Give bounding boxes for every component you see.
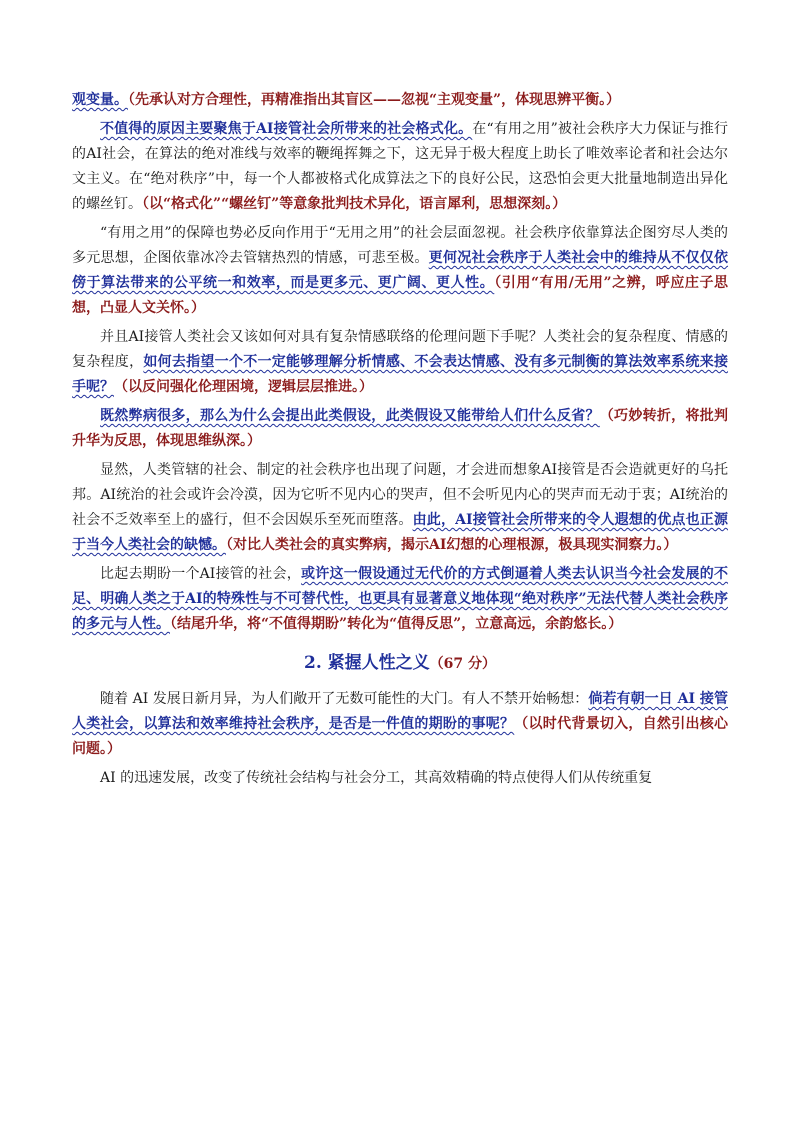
body-text: “有用之用”的保障也势必反向作用于“无用之用”的社会层面忽视。社会秩序依靠算法企图穷尽人类的多元思想，企图依靠冰冷去管辖热烈的情感，可悲至极。 [72, 225, 728, 266]
annotation-comment: （引用“有用/无用”之辨，呼应庄子思想，凸显人文关怀。） [72, 275, 729, 316]
essay-paragraph [72, 221, 728, 321]
essay-paragraph [72, 117, 728, 217]
key-sentence: 由此，AI接管社会所带来的令人遐想的优点也正源于当今人类社会的缺憾。 [72, 512, 728, 553]
essay-two-score: （67 分） [429, 656, 497, 672]
essay-paragraph [72, 404, 728, 454]
annotation-comment: （结尾升华，将“不值得期盼”转化为“值得反思”，立意高远，余韵悠长。） [170, 616, 623, 632]
body-text: 并且AI接管人类社会又该如何对具有复杂情感联络的伦理问题下手呢？人类社会的复杂程度、情感的复杂程度， [72, 329, 728, 370]
body-text: 比起去期盼一个AI接管的社会， [100, 566, 302, 582]
key-sentence: 更何况社会秩序于人类社会中的维持从不仅仅依傍于算法带来的公平统一和效率，而是更多元、更广阔、更人性。 [72, 250, 729, 291]
essay-two-title: 2. 紧握人性之义 [303, 653, 430, 673]
essay-paragraph [72, 88, 728, 113]
essay-paragraph [72, 458, 728, 558]
essay-paragraph [72, 562, 728, 637]
essay-two-heading [72, 651, 728, 677]
document-page [72, 88, 728, 795]
essay-one-body [72, 88, 728, 637]
body-text: 随着 AI 发展日新月异，为人们敞开了无数可能性的大门。有人不禁开始畅想： [100, 691, 589, 707]
essay-paragraph [72, 766, 728, 791]
key-sentence: 如何去指望一个不一定能够理解分析情感、不会表达情感、没有多元制衡的算法效率系统来接手呢？ [72, 354, 729, 395]
body-text: 在“有用之用”被社会秩序大力保证与推行的AI社会，在算法的绝对准线与效率的鞭绳挥舞之下，这无异于极大程度上助长了唯效率论者和社会达尔文主义。在“绝对秩序”中，每一个人都被格式化成算法之下的良好公民，这恐怕会更大批量地制造出异化的螺丝钉。 [72, 121, 728, 212]
body-text: 显然，人类管辖的社会、制定的社会秩序也出现了问题，才会进而想象AI接管是否会造就更好的乌托邦。AI统治的社会或许会冷漠，因为它听不见内心的哭声，但不会听见内心的哭声而无动于衷；AI统治的社会不乏效率至上的盛行，但不会因娱乐至死而堕落。 [72, 462, 728, 528]
key-sentence: 既然弊病很多，那么为什么会提出此类假设，此类假设又能带给人们什么反省？ [100, 408, 600, 424]
essay-paragraph [72, 687, 728, 762]
essay-two-body [72, 687, 728, 791]
key-sentence: 倘若有朝一日 AI 接管人类社会，以算法和效率维持社会秩序，是否是一件值的期盼的事呢？ [72, 691, 728, 732]
key-sentence: 观变量。 [72, 92, 128, 108]
annotation-comment: （以“格式化”“螺丝钉”等意象批判技术异化，语言犀利，思想深刻。） [142, 196, 567, 212]
annotation-comment: （对比人类社会的真实弊病，揭示AI幻想的心理根源，极具现实洞察力。） [226, 537, 678, 553]
key-sentence: 不值得的原因主要聚焦于AI接管社会所带来的社会格式化。 [100, 121, 473, 137]
annotation-comment: （以时代背景切入，自然引出核心问题。） [72, 716, 728, 757]
annotation-comment: （先承认对方合理性，再精准指出其盲区——忽视“主观变量”，体现思辨平衡。） [128, 92, 621, 108]
body-text: AI 的迅速发展，改变了传统社会结构与社会分工，其高效精确的特点使得人们从传统重复 [100, 770, 653, 786]
key-sentence: 或许这一假设通过无代价的方式倒逼着人类去认识当今社会发展的不足、明确人类之于AI的特殊性与不可替代性，也更具有显著意义地体现“绝对秩序”无法代替人类社会秩序的多元与人性。 [72, 566, 729, 632]
annotation-comment: （以反问强化伦理困境，逻辑层层推进。） [114, 379, 373, 395]
essay-paragraph [72, 325, 728, 400]
annotation-comment: （巧妙转折，将批判升华为反思，体现思维纵深。） [72, 408, 728, 449]
